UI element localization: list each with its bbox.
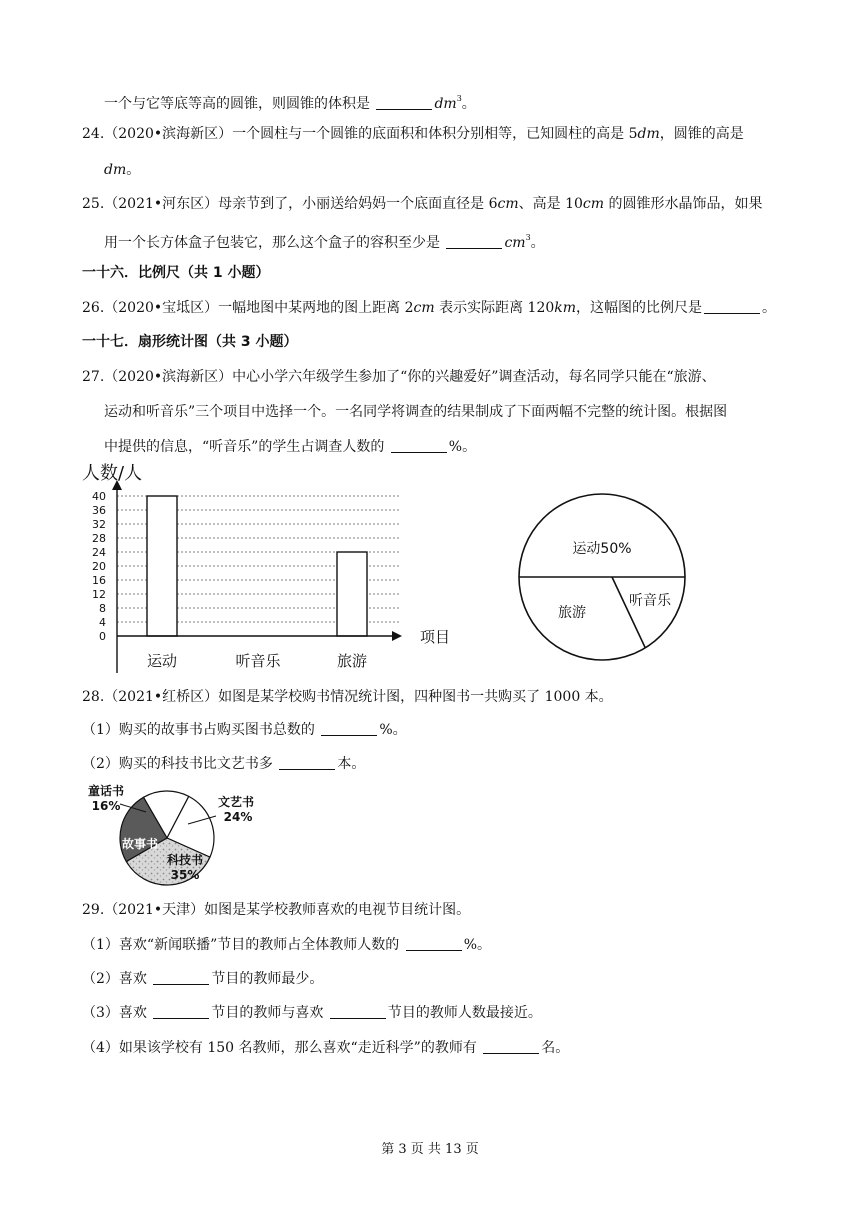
pie-chart-interests — [514, 484, 690, 670]
question-27-line3: 中提供的信息，“听音乐”的学生占调查人数的 %。 — [104, 439, 477, 455]
slice-label: 听音乐 — [629, 593, 671, 609]
y-tick-label: 24 — [92, 546, 106, 559]
question-25-line2: 用一个长方体盒子包装它，那么这个盒子的容积至少是 $cm^3$。 — [104, 233, 545, 251]
slice-label: 旅游 — [558, 605, 586, 621]
answer-blank[interactable] — [153, 1004, 209, 1019]
y-tick-label: 8 — [99, 602, 106, 615]
slice-label: 24% — [223, 810, 253, 824]
y-tick-label: 4 — [99, 616, 106, 629]
question-29-sub2: （2）喜欢 节目的教师最少。 — [82, 971, 324, 987]
answer-blank[interactable] — [279, 755, 335, 770]
x-category-label: 运动 — [146, 652, 178, 670]
question-27-line1: 27.（2020•滨海新区）中心小学六年级学生参加了“你的兴趣爱好”调查活动，每名同学只能在“旅游、 — [82, 369, 716, 385]
y-tick-label: 40 — [92, 490, 106, 503]
slice-label: 童话书 — [87, 784, 125, 798]
y-tick-label: 20 — [92, 560, 106, 573]
answer-blank[interactable] — [153, 970, 209, 985]
question-29-sub4: （4）如果该学校有 150 名教师，那么喜欢“走近科学”的教师有 名。 — [82, 1040, 570, 1056]
slice-label: 文艺书 — [217, 795, 255, 809]
question-29-sub1: （1）喜欢“新闻联播”节目的教师占全体教师人数的 %。 — [82, 937, 491, 953]
question-28-line1: 28.（2021•红桥区）如图是某学校购书情况统计图，四种图书一共购买了 1000 本。 — [82, 689, 613, 705]
x-axis-label: 项目 — [420, 628, 451, 646]
y-tick-label: 28 — [92, 532, 106, 545]
question-24-line2: dm。 — [104, 162, 141, 178]
slice-label: 35% — [170, 868, 200, 882]
question-28-sub1: （1）购买的故事书占购买图书总数的 %。 — [82, 722, 407, 738]
question-26: 26.（2020•宝坻区）一幅地图中某两地的图上距离 2cm 表示实际距离 120km，这幅图的比例尺是 。 — [82, 300, 777, 316]
y-tick-label: 16 — [92, 574, 106, 587]
answer-blank[interactable] — [704, 299, 760, 314]
question-24-line1: 24.（2020•滨海新区）一个圆柱与一个圆锥的底面积和体积分别相等，已知圆柱的高是 5dm，圆锥的高是 — [82, 126, 744, 142]
x-axis-arrow-icon — [392, 631, 402, 641]
question-25-line1: 25.（2021•河东区）母亲节到了，小丽送给妈妈一个底面直径是 6cm、高是 10cm 的圆锥形水晶饰品，如果 — [82, 196, 763, 212]
y-tick-label: 12 — [92, 588, 106, 601]
question-29-sub3: （3）喜欢 节目的教师与喜欢 节目的教师人数最接近。 — [82, 1005, 542, 1021]
y-tick-label: 32 — [92, 518, 106, 531]
answer-blank[interactable] — [483, 1039, 539, 1054]
answer-blank[interactable] — [446, 234, 502, 249]
slice-label: 故事书 — [121, 837, 159, 851]
slice-label: 科技书 — [166, 853, 204, 867]
answer-blank[interactable] — [406, 936, 462, 951]
bar — [147, 496, 177, 636]
slice-label: 16% — [91, 799, 121, 813]
answer-blank[interactable] — [376, 95, 432, 110]
answer-blank[interactable] — [330, 1004, 386, 1019]
section-16-heading: 一十六．比例尺（共 1 小题） — [82, 265, 270, 281]
y-tick-label: 36 — [92, 504, 106, 517]
slice-label: 运动50% — [572, 541, 632, 557]
x-category-label: 听音乐 — [235, 652, 281, 670]
bar — [337, 552, 367, 636]
x-category-label: 旅游 — [336, 652, 368, 670]
y-axis-label: 人数/人 — [82, 463, 143, 484]
section-17-heading: 一十七．扇形统计图（共 3 小题） — [82, 334, 298, 350]
answer-blank[interactable] — [391, 438, 447, 453]
y-tick-label: 0 — [99, 630, 106, 643]
question-28-sub2: （2）购买的科技书比文艺书多 本。 — [82, 756, 366, 772]
page-footer: 第 3 页 共 13 页 — [381, 1142, 479, 1157]
question-29-line1: 29.（2021•天津）如图是某学校教师喜欢的电视节目统计图。 — [82, 902, 471, 918]
bar-chart — [80, 458, 470, 680]
q23-tail: 一个与它等底等高的圆锥，则圆锥的体积是 $dm^3$。 — [104, 94, 476, 112]
question-27-line2: 运动和听音乐”三个项目中选择一个。一名同学将调查的结果制成了下面两幅不完整的统计图。根据图 — [104, 404, 728, 420]
pie-chart-books — [84, 782, 274, 888]
answer-blank[interactable] — [321, 721, 377, 736]
